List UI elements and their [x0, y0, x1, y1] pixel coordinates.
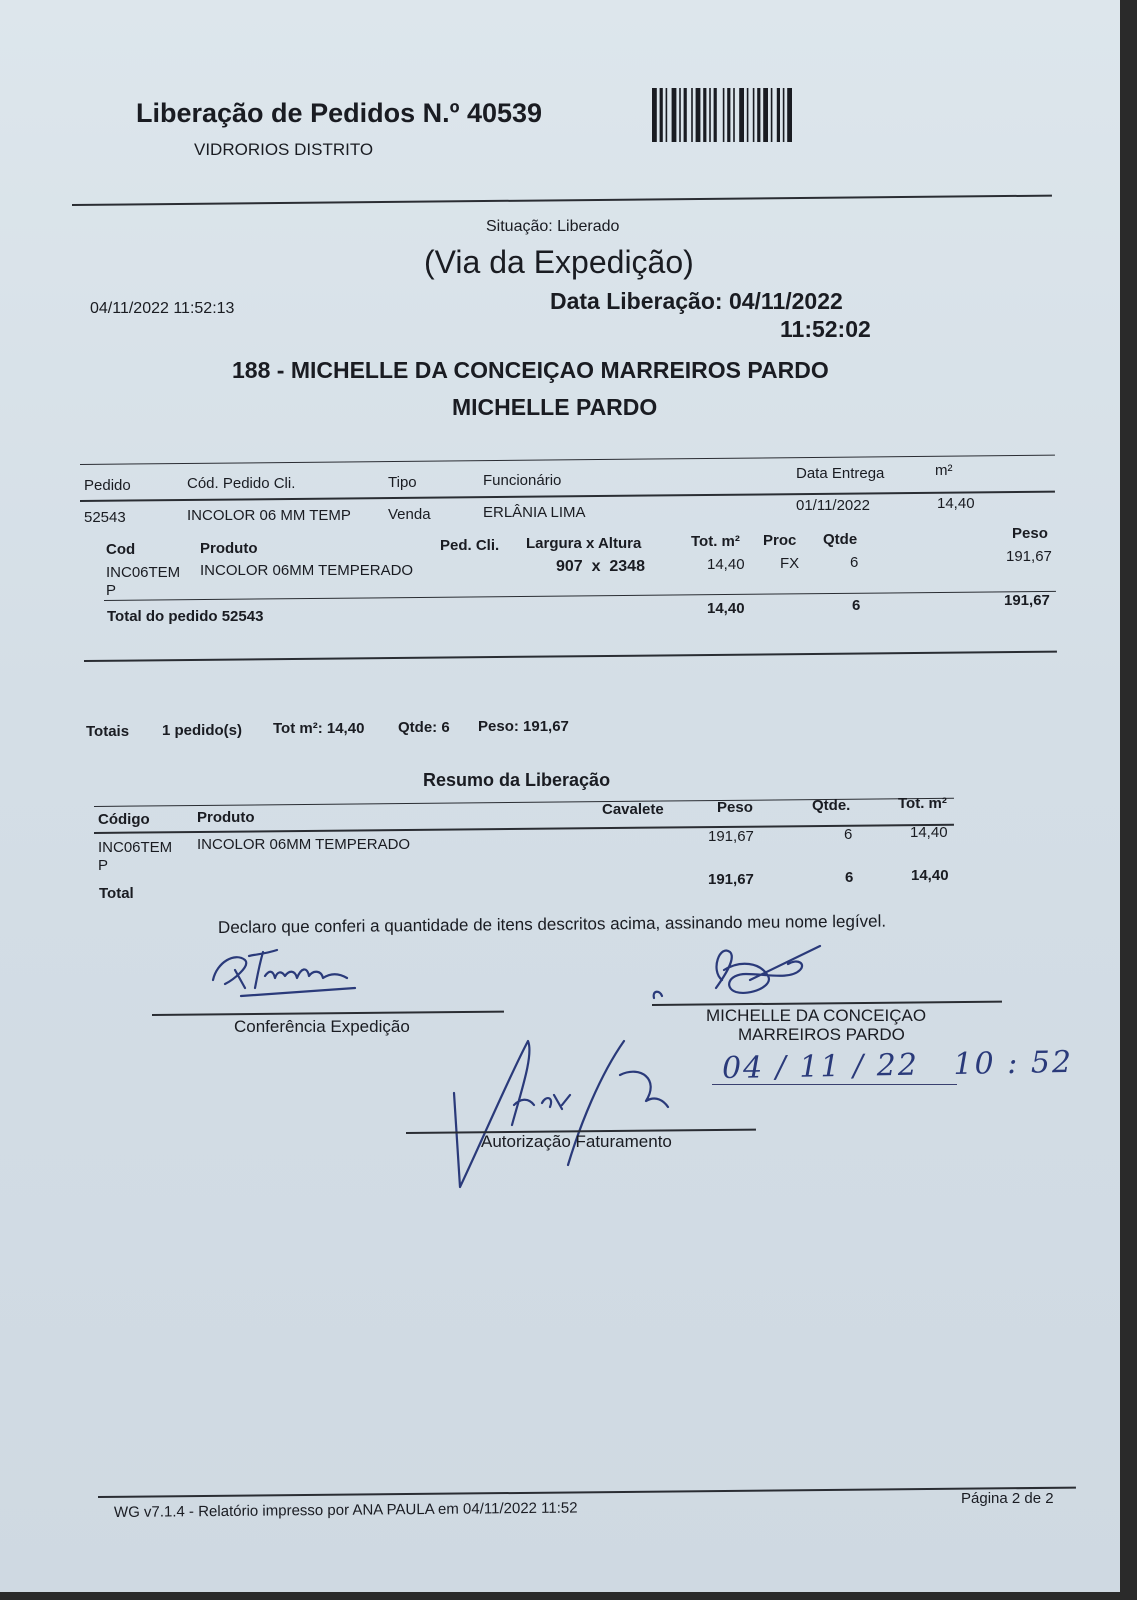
summary-produto: INCOLOR 06MM TEMPERADO [197, 836, 411, 853]
col-cod-pedido-cli: Cód. Pedido Cli. [187, 475, 296, 492]
barcode-bar [787, 88, 792, 142]
order-pedido: 52543 [84, 509, 126, 526]
handwritten-date-underline [712, 1084, 957, 1085]
summary-title: Resumo da Liberação [423, 770, 611, 790]
barcode-bar [652, 88, 657, 142]
summary-qtde: 6 [844, 826, 853, 843]
faturamento-signature [450, 1035, 690, 1195]
summary-total-tot-m2: 14,40 [911, 867, 949, 884]
col-tipo: Tipo [388, 474, 417, 491]
barcode-bar [739, 88, 744, 142]
order-table-bottom-rule [84, 651, 1057, 662]
totals-qtde: Qtde: 6 [398, 719, 450, 736]
summary-codigo-continued: P [98, 857, 109, 874]
col-largura-altura: Largura x Altura [526, 535, 642, 552]
order-cod-pedido-cli: INCOLOR 06 MM TEMP [187, 507, 351, 524]
client-signature-name-continued: MARREIROS PARDO [738, 1025, 905, 1044]
totals-m2: Tot m²: 14,40 [273, 720, 365, 737]
barcode-bar [723, 88, 725, 142]
totals-pedidos: 1 pedido(s) [162, 722, 243, 739]
release-time: 11:52:02 [780, 316, 871, 342]
col-proc: Proc [763, 532, 797, 549]
client-signature-name: MICHELLE DA CONCEIÇAO [706, 1006, 927, 1025]
document-title: Liberação de Pedidos N.º 40539 [136, 98, 543, 128]
copy-label: (Via da Expedição) [424, 244, 694, 280]
barcode-bar [703, 88, 706, 142]
print-timestamp: 04/11/2022 11:52:13 [90, 300, 235, 317]
barcode-bar [757, 88, 760, 142]
footer-printed-by: WG v7.1.4 - Relatório impresso por ANA PAULA em 04/11/2022 11:52 [113, 1499, 578, 1521]
order-data-entrega: 01/11/2022 [796, 497, 870, 514]
order-total-qtde: 6 [852, 597, 861, 614]
barcode-bar [666, 88, 668, 142]
item-peso: 191,67 [1006, 548, 1052, 565]
summary-col-produto: Produto [197, 809, 255, 826]
totals-label: Totais [86, 723, 130, 740]
summary-col-codigo: Código [98, 811, 150, 828]
expedicao-label: Conferência Expedição [234, 1017, 410, 1036]
col-qtde: Qtde [823, 531, 858, 548]
expedicao-signature [205, 940, 365, 1010]
client-short-name: MICHELLE PARDO [452, 394, 658, 420]
summary-tot-m2: 14,40 [910, 824, 948, 841]
col-m2: m² [935, 462, 953, 479]
barcode-bar [777, 88, 780, 142]
barcode-bar [691, 88, 693, 142]
header-divider [72, 195, 1052, 206]
summary-col-peso: Peso [717, 799, 753, 816]
barcode-bar [747, 88, 749, 142]
item-cod: INC06TEM [106, 564, 181, 581]
barcode-bar [714, 88, 717, 142]
summary-total-label: Total [99, 885, 134, 902]
barcode [652, 88, 824, 142]
col-ped-cli: Ped. Cli. [440, 537, 500, 554]
summary-codigo: INC06TEM [98, 839, 173, 856]
barcode-bar [660, 88, 663, 142]
item-tot-m2: 14,40 [707, 556, 745, 573]
order-total-m2: 14,40 [707, 600, 745, 617]
order-tipo: Venda [388, 506, 431, 523]
barcode-bar [727, 88, 730, 142]
col-data-entrega: Data Entrega [796, 465, 885, 482]
summary-peso: 191,67 [708, 828, 754, 845]
summary-col-qtde: Qtde. [812, 797, 851, 814]
order-funcionario: ERLÂNIA LIMA [483, 504, 586, 521]
col-cod: Cod [106, 541, 136, 558]
summary-col-cavalete: Cavalete [602, 801, 664, 818]
col-tot-m2: Tot. m² [691, 533, 740, 550]
barcode-bar [771, 88, 773, 142]
release-date: Data Liberação: 04/11/2022 [550, 288, 843, 314]
footer-divider [98, 1487, 1076, 1498]
barcode-bar [783, 88, 785, 142]
summary-col-tot-m2: Tot. m² [898, 795, 947, 812]
order-table-top-rule [80, 455, 1055, 465]
barcode-bar [733, 88, 735, 142]
barcode-bar [763, 88, 768, 142]
summary-total-qtde: 6 [845, 869, 854, 886]
handwritten-date: 04 / 11 / 22 10 : 52 [721, 1044, 1074, 1087]
declaration-text: Declaro que conferi a quantidade de itens descritos acima, assinando meu nome legível. [217, 911, 887, 937]
expedicao-signature-line [152, 1011, 504, 1016]
order-m2: 14,40 [937, 495, 975, 512]
faturamento-label: Autorização Faturamento [481, 1132, 672, 1151]
barcode-bar [709, 88, 711, 142]
order-total-peso: 191,67 [1004, 592, 1050, 609]
barcode-bar [696, 88, 701, 142]
barcode-bar [672, 88, 677, 142]
order-total-label: Total do pedido 52543 [107, 608, 264, 625]
status-label: Situação: Liberado [486, 218, 620, 235]
company-name: VIDRORIOS DISTRITO [194, 140, 374, 159]
footer-page-number: Página 2 de 2 [961, 1490, 1054, 1507]
summary-total-peso: 191,67 [708, 871, 754, 888]
col-pedido: Pedido [84, 477, 131, 494]
item-produto: INCOLOR 06MM TEMPERADO [200, 562, 414, 579]
col-funcionario: Funcionário [483, 472, 562, 489]
item-cod-continued: P [106, 582, 117, 599]
barcode-bar [684, 88, 687, 142]
client-name: 188 - MICHELLE DA CONCEIÇAO MARREIROS PARDO [232, 357, 829, 383]
barcode-bar [753, 88, 755, 142]
item-qtde: 6 [850, 554, 859, 571]
totals-peso: Peso: 191,67 [478, 718, 569, 735]
item-proc: FX [780, 555, 800, 572]
order-table-header-rule [80, 491, 1055, 502]
col-peso: Peso [1012, 525, 1048, 542]
barcode-bar [679, 88, 681, 142]
client-signature [650, 940, 840, 1010]
order-total-rule [104, 591, 1056, 601]
col-produto: Produto [200, 540, 258, 557]
item-dimensions: 907 x 2348 [556, 558, 645, 575]
